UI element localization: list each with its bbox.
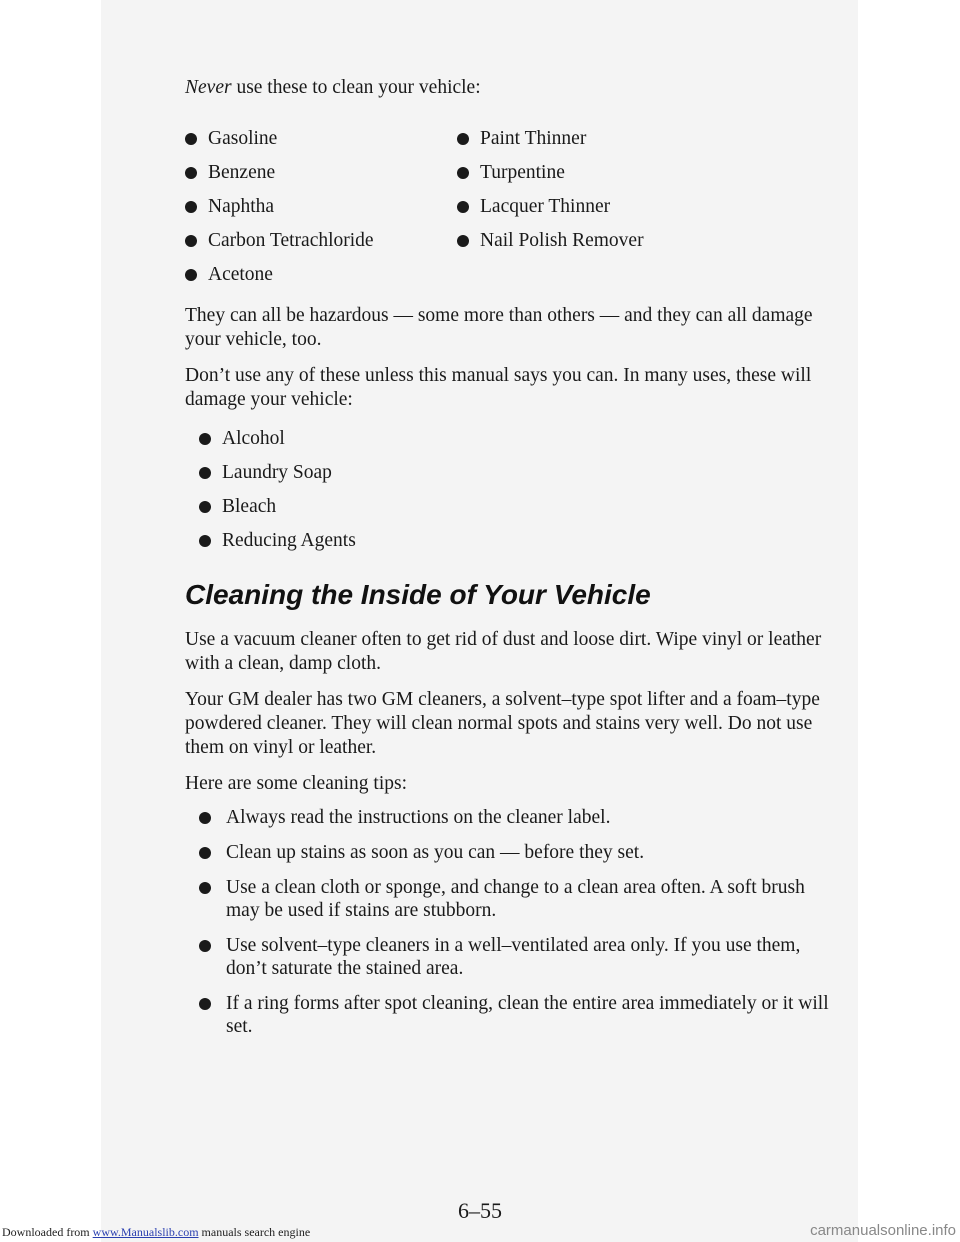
list-item-label: Turpentine [480,162,565,183]
bullet-icon [457,133,469,145]
download-footer [2,1225,310,1240]
bullet-icon [185,133,197,145]
tip-text: If a ring forms after spot cleaning, clean the entire area immediately or it will set. [226,993,829,1037]
list-item-label: Laundry Soap [222,462,332,483]
tip-item [199,992,835,1038]
list-item [457,190,817,224]
list-item [199,524,835,558]
bullet-icon [185,235,197,247]
tip-text: Always read the instructions on the cleaner label. [226,807,611,828]
bullet-icon [185,269,197,281]
bullet-icon [199,998,211,1010]
dealer-paragraph: Your GM dealer has two GM cleaners, a solvent–type spot lifter and a foam–type powdered cleaner. They will clean normal spots and stains very well. Do not use them on vinyl or leather. [185,689,820,758]
tip-text: Clean up stains as soon as you can — before they set. [226,842,645,863]
page-number: 6–55 [458,1198,502,1223]
list-item-label: Carbon Tetrachloride [208,230,374,251]
never-list-left-column [185,122,457,292]
list-item [185,258,457,292]
never-use-list [185,122,835,292]
dont-use-paragraph: Don’t use any of these unless this manual says you can. In many uses, these will damage your vehicle: [185,365,812,410]
list-item [457,122,817,156]
list-item-label: Nail Polish Remover [480,230,644,251]
list-item [199,422,835,456]
tip-item [199,934,835,980]
bullet-icon [457,167,469,179]
cleaning-tips-list [199,806,835,1038]
list-item [185,156,457,190]
list-item-label: Gasoline [208,128,278,149]
list-item-label: Paint Thinner [480,128,587,149]
tip-text: Use a clean cloth or sponge, and change to a clean area often. A soft brush may be used if stains are stubborn. [226,877,805,921]
bullet-icon [185,201,197,213]
list-item [185,190,457,224]
list-item [199,456,835,490]
never-list-right-column [457,122,817,292]
footer-suffix: manuals search engine [198,1225,311,1239]
bullet-icon [199,812,211,824]
intro-line [185,76,835,100]
bullet-icon [457,201,469,213]
list-item [185,122,457,156]
list-item-label: Reducing Agents [222,530,356,551]
list-item [457,224,817,258]
tip-item [199,806,835,829]
section-heading: Cleaning the Inside of Your Vehicle [185,579,651,610]
footer-prefix: Downloaded from [2,1225,93,1239]
list-item-label: Naphtha [208,196,275,217]
list-item [185,224,457,258]
vacuum-paragraph: Use a vacuum cleaner often to get rid of dust and loose dirt. Wipe vinyl or leather with a clean, damp cloth. [185,629,822,674]
list-item-label: Acetone [208,264,273,285]
manualslib-link[interactable]: www.Manualslib.com [92,1225,199,1239]
bullet-icon [199,882,211,894]
list-item-label: Alcohol [222,428,285,449]
list-item-label: Bleach [222,496,277,517]
tip-item [199,841,835,864]
bullet-icon [185,167,197,179]
tip-text: Use solvent–type cleaners in a well–ventilated area only. If you use them, don’t saturate the stained area. [226,935,801,979]
bullet-icon [457,235,469,247]
bullet-icon [199,467,211,479]
damage-list [199,422,835,558]
bullet-icon [199,501,211,513]
tips-intro: Here are some cleaning tips: [185,773,407,794]
watermark: carmanualsonline.info [810,1222,956,1239]
hazard-paragraph: They can all be hazardous — some more than others — and they can all damage your vehicle, too. [185,305,813,350]
list-item-label: Lacquer Thinner [480,196,611,217]
bullet-icon [199,847,211,859]
intro-rest: use these to clean your vehicle: [231,77,481,98]
bullet-icon [199,535,211,547]
bullet-icon [199,940,211,952]
tip-item [199,876,835,922]
bullet-icon [199,433,211,445]
intro-emphasis: Never [185,77,232,98]
page-content [185,76,835,1050]
list-item [199,490,835,524]
list-item [457,156,817,190]
list-item-label: Benzene [208,162,276,183]
